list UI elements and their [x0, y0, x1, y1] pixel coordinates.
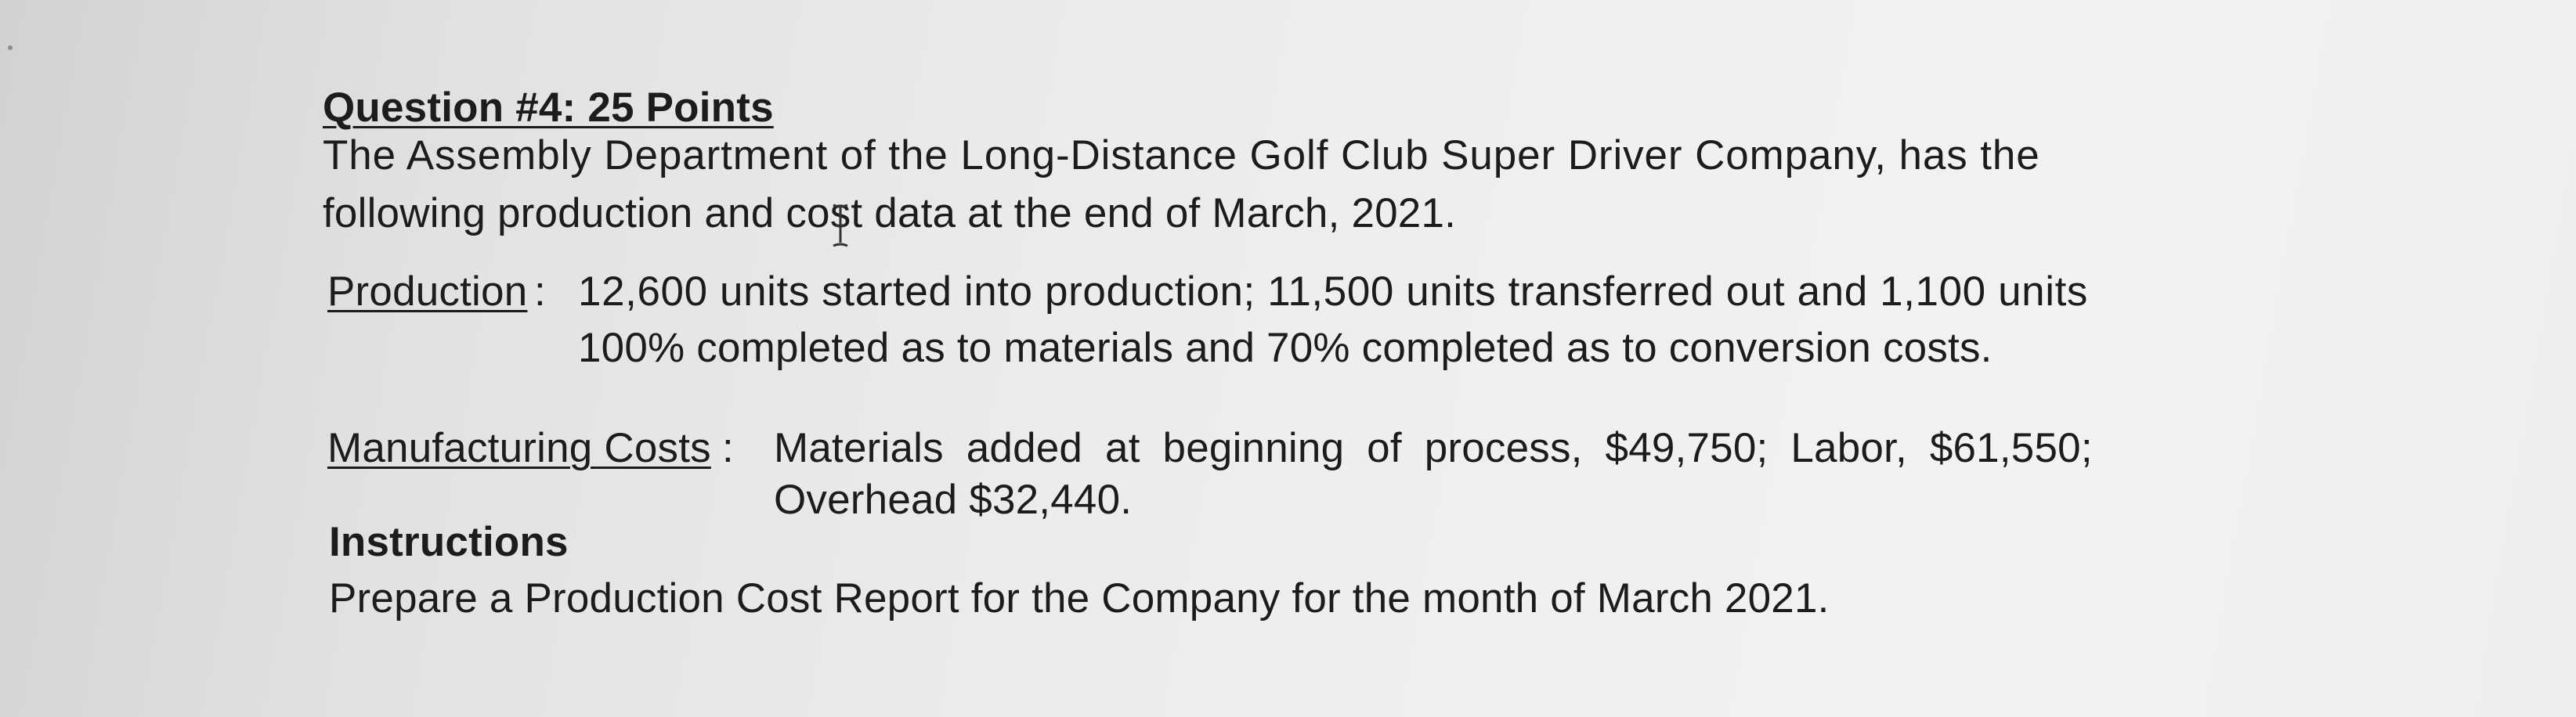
manufacturing-colon: :: [722, 425, 734, 471]
question-title: Question #4: 25 Points: [323, 85, 774, 131]
manufacturing-costs-label: Manufacturing Costs: [327, 425, 711, 471]
production-colon: :: [534, 268, 546, 315]
intro-line-2: following production and cost data at the end of March, 2021.: [323, 190, 1457, 236]
production-label: Production: [327, 268, 528, 315]
speck-mark: [8, 45, 13, 50]
production-label-wrap: [327, 268, 528, 315]
intro-line-1: The Assembly Department of the Long-Distance Golf Club Super Driver Company, has the: [323, 132, 2040, 178]
manufacturing-line-2: Overhead $32,440.: [774, 477, 1133, 523]
manufacturing-line-1: Materials added at beginning of process, $49,750; Labor, $61,550;: [774, 425, 2093, 471]
instructions-text: Prepare a Production Cost Report for the Company for the month of March 2021.: [329, 575, 1830, 622]
text-cursor-icon: [829, 202, 852, 249]
instructions-heading: Instructions: [329, 519, 569, 565]
production-line-1: 12,600 units started into production; 11,500 units transferred out and 1,100 units: [578, 268, 2089, 315]
manufacturing-label-wrap: [327, 427, 711, 469]
production-line-2: 100% completed as to materials and 70% completed as to conversion costs.: [578, 325, 1993, 371]
